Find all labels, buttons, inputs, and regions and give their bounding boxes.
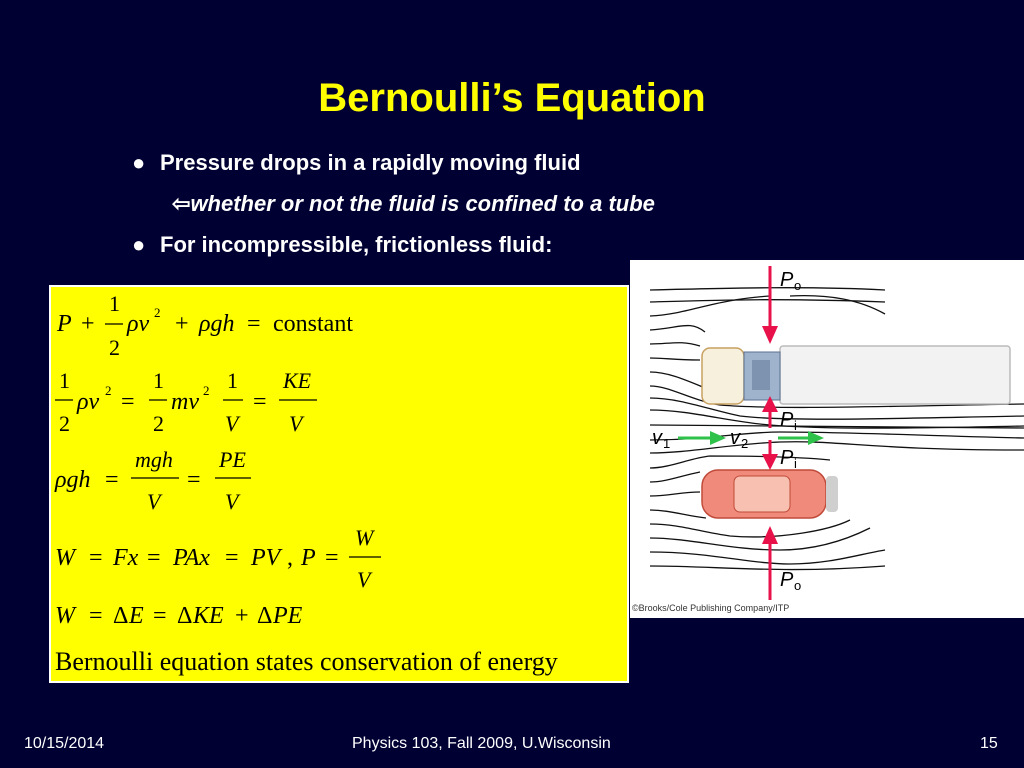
bullet-1-text: Pressure drops in a rapidly moving fluid: [160, 150, 581, 175]
svg-text:2: 2: [203, 383, 210, 398]
label-sub: i: [794, 456, 797, 471]
svg-text:+: +: [175, 311, 189, 337]
svg-text:E: E: [129, 603, 144, 629]
svg-text:KE: KE: [193, 603, 224, 629]
svg-text:=: =: [147, 545, 161, 571]
svg-text:PE: PE: [273, 603, 303, 629]
label-sub: i: [794, 418, 797, 433]
svg-text:Δ: Δ: [257, 603, 273, 629]
svg-text:ρv: ρv: [77, 389, 100, 415]
label-p-outer-top: P: [780, 269, 794, 291]
label-p-inner-top: P: [780, 409, 794, 431]
svg-text:2: 2: [59, 411, 70, 436]
truck: [702, 346, 1010, 404]
svg-text:P: P: [301, 545, 316, 571]
svg-text:constant: constant: [273, 311, 353, 337]
svg-text:1: 1: [59, 368, 70, 393]
equation-line-2: [55, 368, 317, 436]
image-credit: ©Brooks/Cole Publishing Company/ITP: [632, 603, 790, 613]
svg-text:W: W: [55, 603, 75, 629]
svg-text:2: 2: [154, 305, 161, 320]
svg-text:2: 2: [105, 383, 112, 398]
svg-text:KE: KE: [283, 368, 312, 393]
sub-bullet-text: whether or not the fluid is confined to a tube: [190, 191, 655, 216]
sub-bullet: [172, 191, 655, 217]
streamline-figure: [630, 260, 1024, 618]
figure-labels: [652, 269, 801, 593]
svg-text:mv: mv: [171, 389, 199, 415]
conservation-statement: Bernoulli equation states conservation of energy: [55, 647, 558, 676]
label-sub: 1: [663, 436, 671, 451]
left-arrow-icon: ⇦: [172, 191, 191, 216]
equation-box: [49, 285, 629, 683]
svg-text:=: =: [325, 545, 339, 571]
equation-line-3: [54, 447, 251, 514]
svg-text:2: 2: [109, 335, 120, 360]
footer-course: Physics 103, Fall 2009, U.Wisconsin: [352, 735, 611, 752]
svg-text:W: W: [355, 525, 374, 550]
svg-text:V: V: [357, 567, 371, 592]
svg-text:,: ,: [287, 545, 293, 571]
bullet-1: [132, 150, 581, 176]
svg-text:Δ: Δ: [113, 603, 129, 629]
equation-line-4: [55, 525, 381, 592]
svg-text:V: V: [147, 489, 161, 514]
bullet-2-text: For incompressible, frictionless fluid:: [160, 232, 553, 257]
svg-text:=: =: [89, 603, 103, 629]
slide-title: Bernoulli’s Equation: [318, 76, 706, 120]
svg-text:Δ: Δ: [177, 603, 193, 629]
svg-text:V: V: [225, 489, 239, 514]
equations-graphic: [51, 287, 627, 681]
svg-text:=: =: [105, 467, 119, 493]
bullet-2: [132, 232, 552, 258]
svg-text:mgh: mgh: [135, 447, 173, 472]
footer-page-number: 15: [980, 735, 998, 752]
footer-date: 10/15/2014: [24, 735, 105, 752]
svg-text:=: =: [89, 545, 103, 571]
svg-text:=: =: [153, 603, 167, 629]
car: [702, 470, 838, 518]
equation-line-1: [56, 291, 353, 360]
svg-text:ρgh: ρgh: [55, 467, 91, 493]
bullet-dot: ●: [132, 232, 146, 257]
svg-text:1: 1: [109, 291, 120, 316]
svg-text:PE: PE: [219, 447, 246, 472]
streamlines: [650, 288, 1024, 570]
label-p-inner-bottom: P: [780, 447, 794, 469]
svg-text:1: 1: [227, 368, 238, 393]
label-sub: o: [794, 278, 802, 293]
svg-text:ρgh: ρgh: [199, 311, 235, 337]
svg-text:+: +: [235, 603, 249, 629]
svg-text:+: +: [81, 311, 95, 337]
svg-text:V: V: [289, 411, 303, 436]
svg-text:PAx: PAx: [173, 545, 210, 571]
svg-text:V: V: [225, 411, 239, 436]
svg-text:=: =: [121, 389, 135, 415]
svg-text:1: 1: [153, 368, 164, 393]
svg-text:=: =: [247, 311, 261, 337]
svg-text:2: 2: [153, 411, 164, 436]
bullet-dot: ●: [132, 150, 146, 175]
svg-text:=: =: [225, 545, 239, 571]
label-v2: v: [730, 427, 740, 449]
label-sub: 2: [741, 436, 749, 451]
svg-text:PV: PV: [251, 545, 281, 571]
svg-text:P: P: [57, 311, 72, 337]
svg-text:W: W: [55, 545, 75, 571]
svg-text:Fx: Fx: [113, 545, 139, 571]
svg-text:=: =: [253, 389, 267, 415]
flow-diagram: [630, 260, 1024, 618]
equation-line-5: [55, 603, 303, 629]
label-p-outer-bottom: P: [780, 569, 794, 591]
svg-text:=: =: [187, 467, 201, 493]
label-v1: v: [652, 427, 662, 449]
label-sub: o: [794, 578, 802, 593]
svg-text:ρv: ρv: [127, 311, 150, 337]
